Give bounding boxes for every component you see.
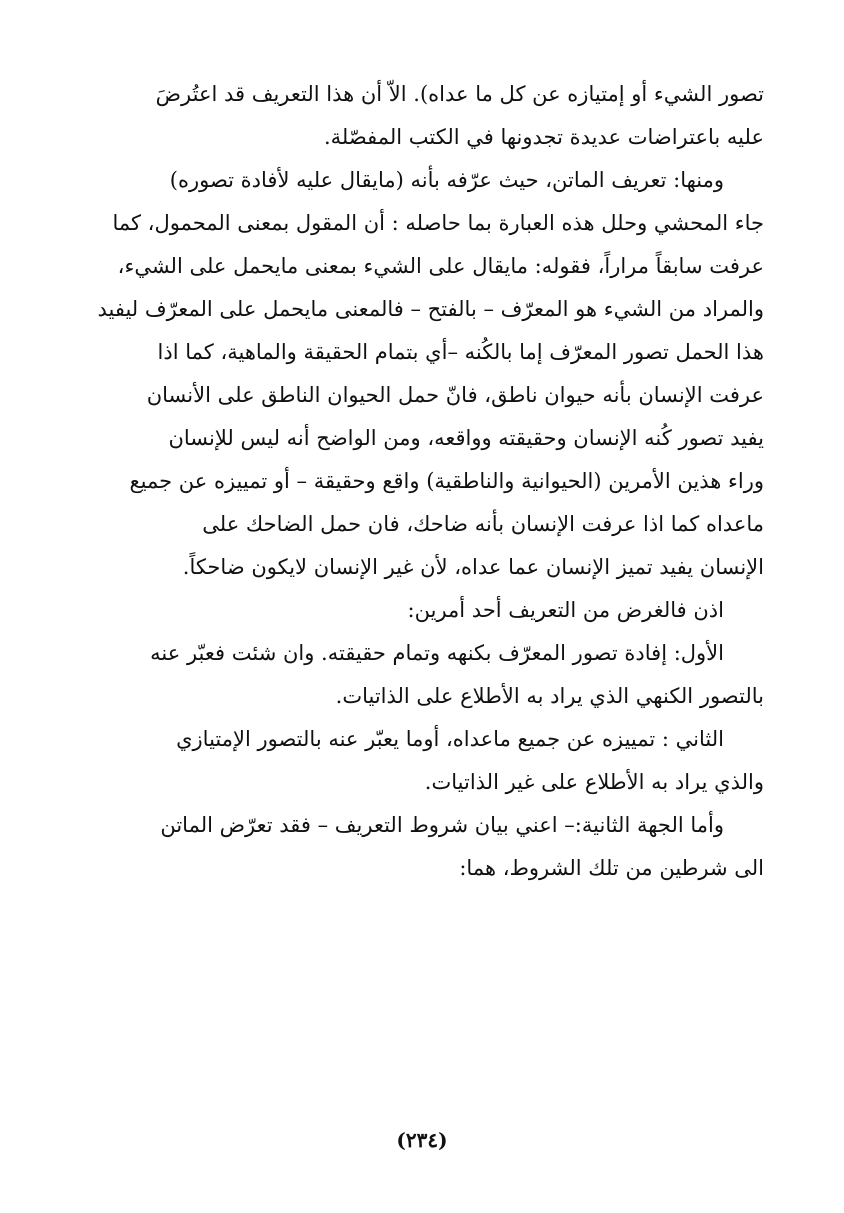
text-line: تصور الشيء أو إمتيازه عن كل ما عداه). الاّ أن هذا التعريف قد اعتُرضَ <box>155 82 764 106</box>
text-line: جاء المحشي وحلل هذه العبارة بما حاصله : أن المقول بمعنى المحمول، كما <box>112 211 764 235</box>
text-line: عرفت الإنسان بأنه حيوان ناطق، فانّ حمل الحيوان الناطق على الأنسان <box>146 383 764 407</box>
text-line: عليه باعتراضات عديدة تجدونها في الكتب المفصّلة. <box>324 125 764 149</box>
text-line: ماعداه كما اذا عرفت الإنسان بأنه ضاحك، فان حمل الضاحك على <box>202 512 764 536</box>
text-line: والذي يراد به الأطلاع على غير الذاتيات. <box>424 770 764 794</box>
text-line: هذا الحمل تصور المعرّف إما بالكُنه –أي بتمام الحقيقة والماهية، كما اذا <box>157 340 764 364</box>
text-line: عرفت سابقاً مراراً، فقوله: مايقال على الشيء بمعنى مايحمل على الشيء، <box>117 254 764 278</box>
page-number: (٢٣٤) <box>396 1128 448 1152</box>
text-line: بالتصور الكنهي الذي يراد به الأطلاع على الذاتيات. <box>335 684 764 708</box>
body-text <box>82 73 764 890</box>
text-line: والمراد من الشيء هو المعرّف – بالفتح – فالمعنى مايحمل على المعرّف ليفيد <box>97 297 764 321</box>
text-line: وراء هذين الأمرين (الحيوانية والناطقية) واقع وحقيقة – أو تمييزه عن جميع <box>129 469 764 493</box>
text-line: ومنها: تعريف الماتن، حيث عرّفه بأنه (مايقال عليه لأفادة تصوره) <box>169 168 724 192</box>
text-line: اذن فالغرض من التعريف أحد أمرين: <box>407 598 724 622</box>
text-line: الثاني : تمييزه عن جميع ماعداه، أوما يعبّر عنه بالتصور الإمتيازي <box>176 727 724 751</box>
text-line: الأول: إفادة تصور المعرّف بكنهه وتمام حقيقته. وان شئت فعبّر عنه <box>150 641 724 665</box>
text-line: الإنسان يفيد تميز الإنسان عما عداه، لأن غير الإنسان لايكون ضاحكاً. <box>182 555 764 579</box>
text-line: يفيد تصور كُنه الإنسان وحقيقته وواقعه، ومن الواضح أنه ليس للإنسان <box>168 426 764 450</box>
text-line: وأما الجهة الثانية:– اعني بيان شروط التعريف – فقد تعرّض الماتن <box>160 813 724 837</box>
text-line: الى شرطين من تلك الشروط، هما: <box>459 856 764 880</box>
